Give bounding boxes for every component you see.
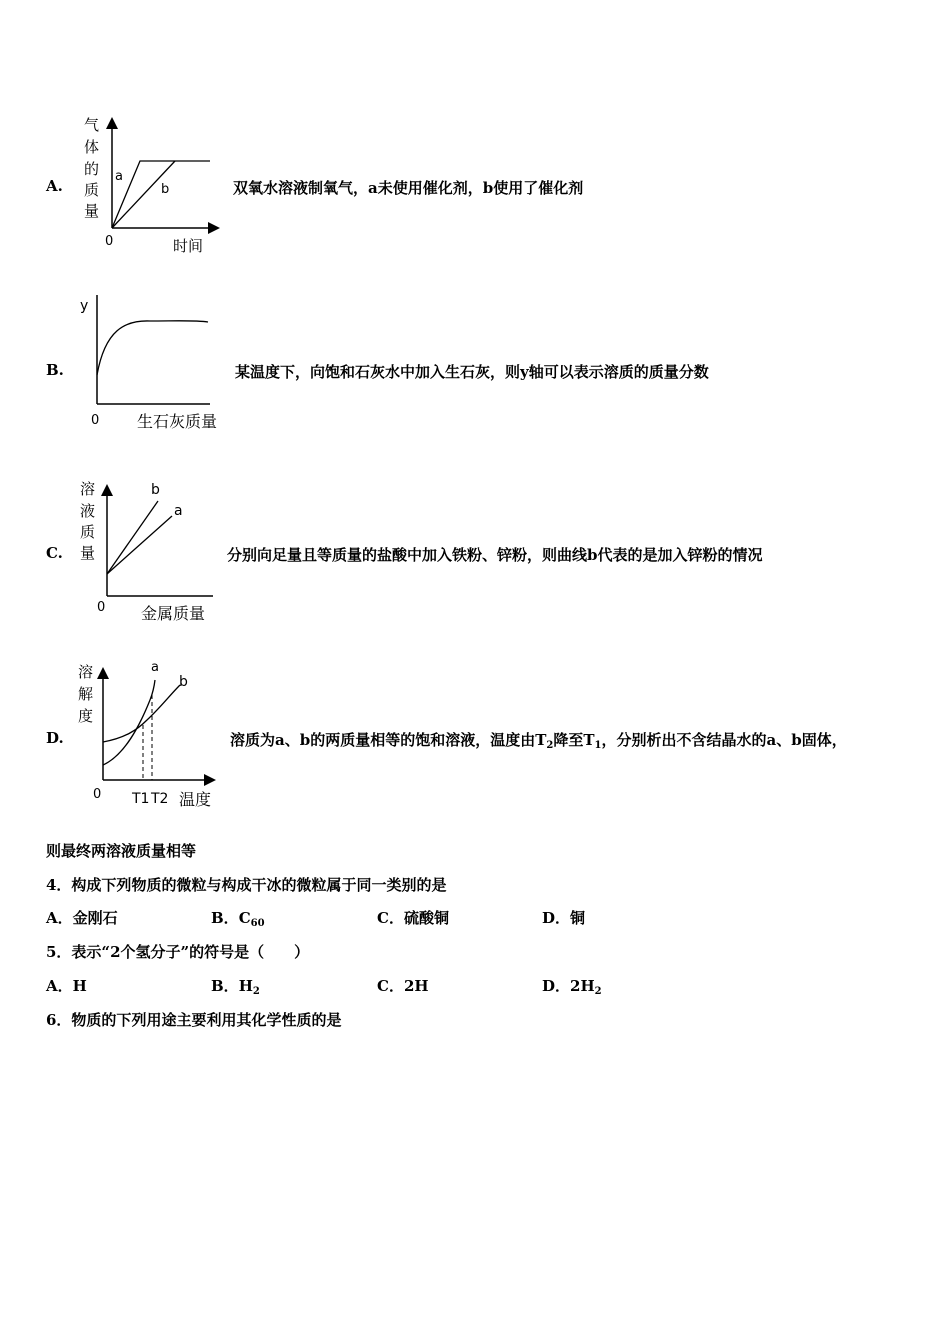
graph-d-curve-b bbox=[103, 685, 180, 742]
graph-c-line-b bbox=[107, 501, 158, 574]
graph-d bbox=[75, 655, 235, 815]
option-b-statement: 某温度下，向饱和石灰水中加入生石灰，则y轴可以表示溶质的质量分数 bbox=[235, 363, 709, 381]
q5-option-a bbox=[46, 975, 87, 996]
option-d-t1-letter: T bbox=[583, 731, 595, 749]
graph-d-ylabel-1: 溶 bbox=[78, 663, 94, 681]
graph-c-line-a bbox=[107, 516, 172, 574]
graph-a-ylabel-1: 气 bbox=[84, 116, 100, 134]
q5-option-d-sub: 2 bbox=[594, 986, 602, 997]
option-d-letter: D. bbox=[46, 729, 64, 747]
option-d-statement bbox=[230, 729, 847, 751]
q5-option-c bbox=[377, 975, 429, 996]
option-c-letter: C. bbox=[46, 544, 63, 562]
option-d-t2-letter: T bbox=[535, 731, 547, 749]
graph-d-ylabel-3: 度 bbox=[78, 707, 94, 725]
question-6-stem: 6．物质的下列用途主要利用其化学性质的是 bbox=[46, 1011, 342, 1029]
option-d-statement-part3: ，分别析出不含结晶水的a、b固体， bbox=[601, 731, 847, 749]
graph-c-ylabel-3: 质 bbox=[80, 523, 96, 541]
graph-d-origin: 0 bbox=[93, 787, 102, 802]
graph-a-origin: 0 bbox=[105, 234, 114, 249]
graph-a-label-b: b bbox=[161, 182, 170, 197]
q4-option-d-label: D． bbox=[542, 909, 571, 927]
graph-d-label-b: b bbox=[179, 674, 188, 690]
graph-d-ylabel-2: 解 bbox=[78, 685, 94, 703]
option-d-t1-sub: 1 bbox=[594, 740, 602, 751]
q5-option-b-text: H bbox=[238, 977, 253, 995]
q4-option-b bbox=[211, 907, 265, 929]
option-d-statement-part2: 降至 bbox=[553, 731, 584, 749]
q4-option-c-label: C． bbox=[377, 909, 404, 927]
option-b-letter: B. bbox=[46, 361, 64, 379]
graph-c-xlabel: 金属质量 bbox=[141, 604, 206, 623]
option-a-statement: 双氧水溶液制氧气，a未使用催化剂，b使用了催化剂 bbox=[233, 179, 584, 197]
option-d-statement-cont: 则最终两溶液质量相等 bbox=[46, 842, 197, 860]
option-d-statement-part1: 溶质为a、b的两质量相等的饱和溶液，温度由 bbox=[230, 731, 536, 749]
q5-option-a-label: A． bbox=[46, 977, 73, 995]
q4-option-b-sub: 60 bbox=[250, 918, 265, 929]
q4-option-d-text: 铜 bbox=[570, 909, 586, 927]
q4-option-a-label: A． bbox=[46, 909, 73, 927]
graph-d-label-a: a bbox=[151, 660, 159, 675]
graph-a bbox=[75, 110, 235, 260]
q5-option-b-label: B． bbox=[211, 977, 239, 995]
q4-option-a-text: 金刚石 bbox=[72, 909, 118, 927]
graph-b-xlabel: 生石灰质量 bbox=[137, 412, 218, 431]
graph-c-ylabel-4: 量 bbox=[80, 544, 96, 562]
graph-a-label-a: a bbox=[115, 169, 123, 184]
graph-d-curve-a bbox=[103, 680, 155, 765]
q4-option-b-text: C bbox=[238, 909, 251, 927]
option-c-statement: 分别向足量且等质量的盐酸中加入铁粉、锌粉，则曲线b代表的是加入锌粉的情况 bbox=[227, 546, 763, 564]
graph-b bbox=[75, 290, 235, 435]
graph-a-ylabel-5: 量 bbox=[84, 202, 100, 220]
option-a-letter: A. bbox=[46, 177, 63, 195]
graph-c-ylabel-2: 液 bbox=[80, 502, 96, 520]
q5-option-d bbox=[542, 975, 602, 997]
graph-b-curve bbox=[97, 321, 208, 375]
q5-option-b-sub: 2 bbox=[252, 986, 260, 997]
graph-a-xlabel: 时间 bbox=[173, 237, 204, 255]
q4-option-a bbox=[46, 907, 118, 928]
q4-option-d bbox=[542, 907, 585, 928]
graph-b-origin: 0 bbox=[91, 413, 100, 428]
question-5-stem: 5．表示“2个氢分子”的符号是（ ） bbox=[46, 943, 310, 961]
q4-option-c-text: 硫酸铜 bbox=[403, 909, 449, 927]
graph-a-ylabel-2: 体 bbox=[84, 138, 100, 156]
graph-c-ylabel-1: 溶 bbox=[80, 480, 96, 498]
q5-option-d-label: D． bbox=[542, 977, 571, 995]
q4-option-b-label: B． bbox=[211, 909, 239, 927]
graph-d-xlabel: 温度 bbox=[179, 790, 212, 809]
q5-option-a-text: H bbox=[72, 977, 87, 995]
graph-c-label-a: a bbox=[174, 503, 183, 519]
option-d-t2-sub: 2 bbox=[546, 740, 554, 751]
q4-option-c bbox=[377, 907, 449, 928]
graph-a-ylabel-3: 的 bbox=[84, 160, 100, 178]
graph-d-t2-label: T2 bbox=[151, 791, 169, 807]
graph-a-ylabel-4: 质 bbox=[84, 181, 100, 199]
q5-option-c-text: 2H bbox=[403, 977, 429, 995]
q5-option-b bbox=[211, 975, 260, 997]
q5-option-d-text: 2H bbox=[570, 977, 595, 995]
graph-b-ylabel: y bbox=[80, 298, 89, 314]
graph-c-origin: 0 bbox=[97, 600, 106, 615]
question-4-stem: 4．构成下列物质的微粒与构成干冰的微粒属于同一类别的是 bbox=[46, 876, 447, 894]
q5-option-c-label: C． bbox=[377, 977, 404, 995]
graph-c-label-b: b bbox=[151, 482, 160, 498]
graph-d-t1-label: T1 bbox=[132, 791, 150, 807]
graph-c bbox=[75, 475, 235, 625]
